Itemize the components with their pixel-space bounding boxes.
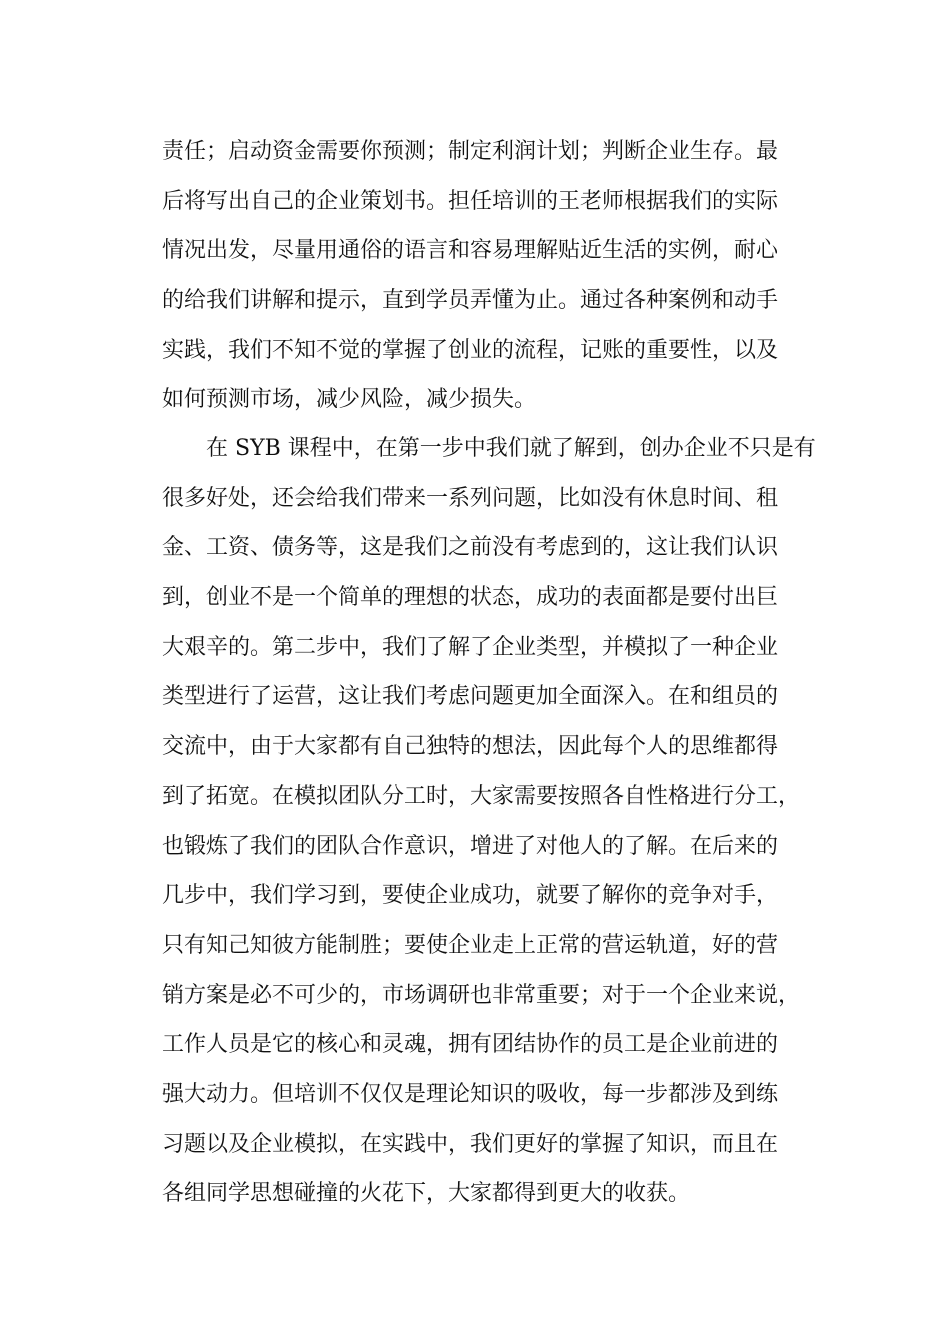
paragraph-line: 到了拓宽。在模拟团队分工时，大家需要按照各自性格进行分工， bbox=[162, 783, 801, 809]
paragraph-line: 各组同学思想碰撞的火花下，大家都得到更大的收获。 bbox=[162, 1181, 691, 1207]
paragraph-line: 在 SYB 课程中，在第一步中我们就了解到，创办企业不只是有 bbox=[206, 436, 816, 461]
paragraph-line: 只有知己知彼方能制胜；要使企业走上正常的营运轨道，好的营 bbox=[162, 932, 779, 958]
paragraph-line: 类型进行了运营，这让我们考虑问题更加全面深入。在和组员的 bbox=[162, 684, 779, 710]
paragraph-line: 习题以及企业模拟，在实践中，我们更好的掌握了知识，而且在 bbox=[162, 1131, 779, 1157]
paragraph-line: 工作人员是它的核心和灵魂，拥有团结协作的员工是企业前进的 bbox=[162, 1032, 779, 1058]
paragraph-line: 实践，我们不知不觉的掌握了创业的流程，记账的重要性，以及 bbox=[162, 337, 779, 363]
paragraph-line: 销方案是必不可少的，市场调研也非常重要；对于一个企业来说， bbox=[162, 982, 801, 1008]
paragraph-2 bbox=[162, 424, 816, 1219]
paragraph-line: 交流中，由于大家都有自己独特的想法，因此每个人的思维都得 bbox=[162, 734, 779, 760]
paragraph-line: 几步中，我们学习到，要使企业成功，就要了解你的竞争对手， bbox=[162, 883, 779, 909]
paragraph-line: 大艰辛的。第二步中，我们了解了企业类型，并模拟了一种企业 bbox=[162, 634, 779, 660]
paragraph-line: 到，创业不是一个简单的理想的状态，成功的表面都是要付出巨 bbox=[162, 585, 779, 611]
paragraph-line: 后将写出自己的企业策划书。担任培训的王老师根据我们的实际 bbox=[162, 188, 779, 214]
paragraph-line: 责任；启动资金需要你预测；制定利润计划；判断企业生存。最 bbox=[162, 139, 779, 164]
paragraph-line: 如何预测市场，减少风险，减少损失。 bbox=[162, 387, 537, 413]
paragraph-line: 的给我们讲解和提示，直到学员弄懂为止。通过各种案例和动手 bbox=[162, 288, 779, 314]
paragraph-line: 强大动力。但培训不仅仅是理论知识的吸收，每一步都涉及到练 bbox=[162, 1081, 779, 1107]
paragraph-line: 情况出发，尽量用通俗的语言和容易理解贴近生活的实例，耐心 bbox=[162, 238, 779, 264]
paragraph-line: 金、工资、债务等，这是我们之前没有考虑到的，这让我们认识 bbox=[162, 535, 779, 561]
paragraph-1 bbox=[162, 127, 812, 425]
paragraph-line: 也锻炼了我们的团队合作意识，增进了对他人的了解。在后来的 bbox=[162, 833, 779, 859]
paragraph-line: 很多好处，还会给我们带来一系列问题，比如没有休息时间、租 bbox=[162, 485, 779, 511]
